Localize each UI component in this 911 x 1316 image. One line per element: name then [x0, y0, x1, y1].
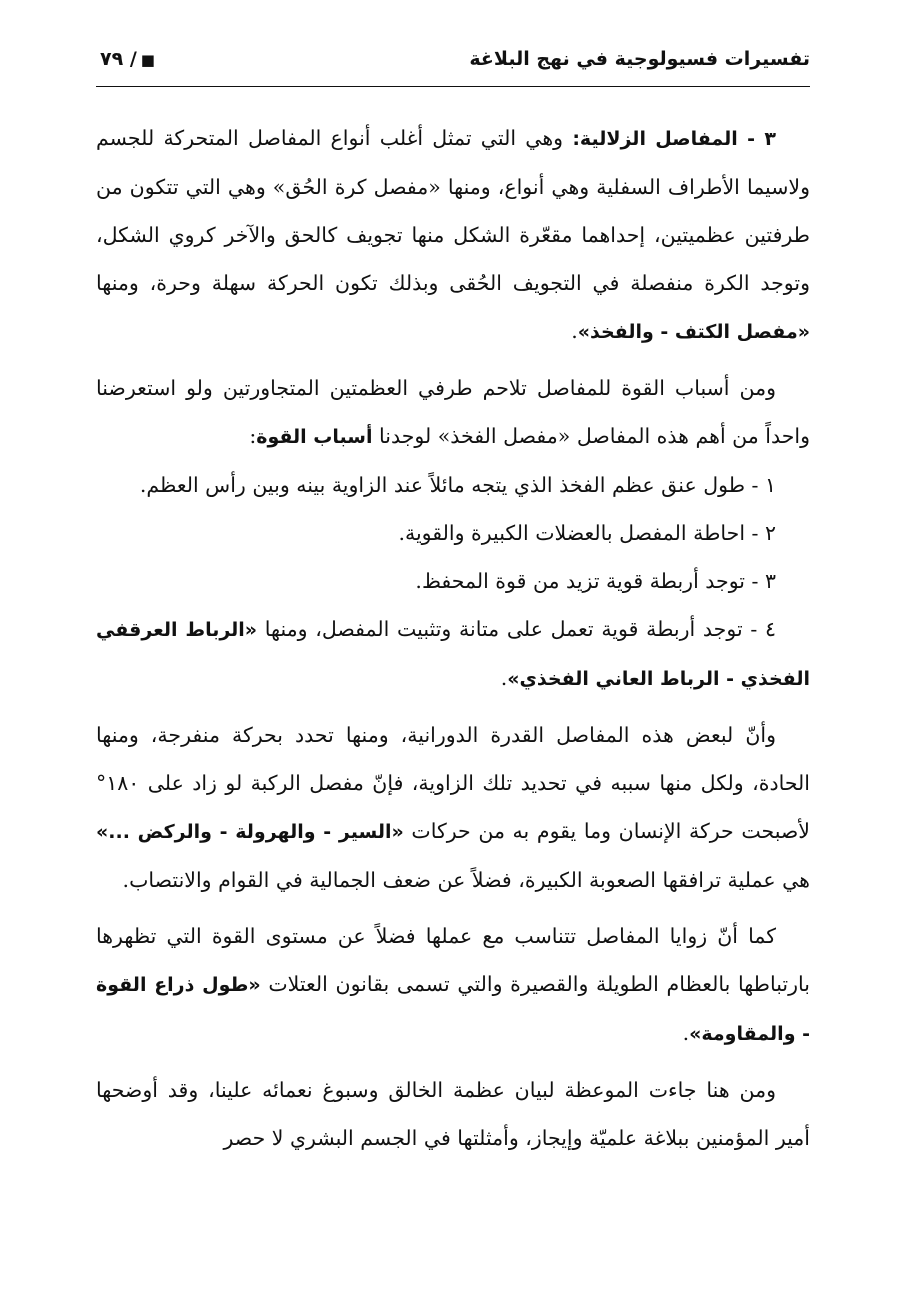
paragraph-text: ٤ - توجد أربطة قوية تعمل على متانة وتثبيت المفصل، ومنها — [257, 617, 776, 641]
list-item-3: ٣ - توجد أربطة قوية تزيد من قوة المحفظ. — [415, 569, 776, 593]
paragraph-rotation — [96, 711, 810, 904]
bold-term-strength: أسباب القوة — [256, 426, 373, 448]
paragraph-text: كما أنّ زوايا المفاصل تتناسب مع عملها فضلاً عن مستوى القوة التي تظهرها بارتباطها بالعظام الطويلة والقصيرة والتي تسمى بقانون العتلات — [96, 924, 810, 996]
paragraph-strength-causes — [96, 364, 810, 461]
list-item-4 — [96, 605, 810, 703]
page-body — [96, 114, 810, 1162]
quoted-term: «الرباط العرقفي الفخذي - الرباط العاني الفخذي» — [96, 619, 810, 690]
quoted-term: «مفصل الكتف - والفخذ» — [577, 321, 810, 343]
paragraph-text: وأنّ لبعض هذه المفاصل القدرة الدورانية، ومنها تحدد بحركة منفرجة، ومنها الحادة، ولكل منها سببه في تحديد تلك الزاوية، فإنّ مفصل الركبة لو زاد على ١٨٠° لأصبحت حركة الإنسان وما يقوم به من حركات — [96, 723, 811, 843]
paragraph-end: . — [500, 666, 508, 690]
section-heading-synovial: ٣ - المفاصل الزلالية: — [572, 128, 776, 150]
quoted-term: «السير - والهرولة - والركض ...» — [96, 821, 404, 843]
paragraph-end: . — [682, 1021, 690, 1045]
book-page — [96, 0, 810, 1316]
page-number: ٧٩ — [100, 48, 124, 70]
paragraph-synovial-joints — [96, 114, 810, 356]
paragraph-sermon: ومن هنا جاءت الموعظة لبيان عظمة الخالق وسبوغ نعمائه علينا، وقد أوضحها أمير المؤمنين ببلاغة علميّة وإيجاز، وأمثلتها في الجسم البشري لا حصر — [96, 1078, 810, 1150]
page-number-marker — [100, 48, 159, 70]
paragraph-text: وهي التي تمثل أغلب أنواع المفاصل المتحركة للجسم ولاسيما الأطراف السفلية وهي أنواع، ومنها «مفصل كرة الحُق» وهي التي تتكون من طرفتين عظميتين، إحداهما مقعّرة الشكل منها تجويف كالحق والآخر كروي الشكل، وتوجد الكرة منفصلة في التجويف الحُقى وبذلك تكون الحركة سهلة وحرة، ومنها — [96, 126, 810, 295]
square-ornament-icon: ■ — [140, 51, 155, 69]
page-header — [96, 46, 810, 87]
quoted-term: «طول ذراع القوة - والمقاومة» — [96, 974, 810, 1045]
paragraph-joint-angles — [96, 912, 810, 1058]
paragraph-text: ومن أسباب القوة للمفاصل تلاحم طرفي العظمتين المتجاورتين ولو استعرضنا واحداً من أهم هذه المفاصل «مفصل الفخذ» لوجدنا — [96, 376, 810, 448]
paragraph-end: هي عملية ترافقها الصعوبة الكبيرة، فضلاً عن ضعف الجمالية في القوام والانتصاب. — [122, 868, 810, 892]
running-title: تفسيرات فسيولوجية في نهج البلاغة — [469, 48, 810, 70]
paragraph-end: . — [571, 319, 578, 343]
list-item-1: ١ - طول عنق عظم الفخذ الذي يتجه مائلاً عند الزاوية بينه وبين رأس العظم. — [139, 473, 776, 497]
page-separator: / — [129, 48, 137, 70]
paragraph-end: : — [249, 424, 257, 448]
list-item-2: ٢ - احاطة المفصل بالعضلات الكبيرة والقوية. — [398, 521, 776, 545]
